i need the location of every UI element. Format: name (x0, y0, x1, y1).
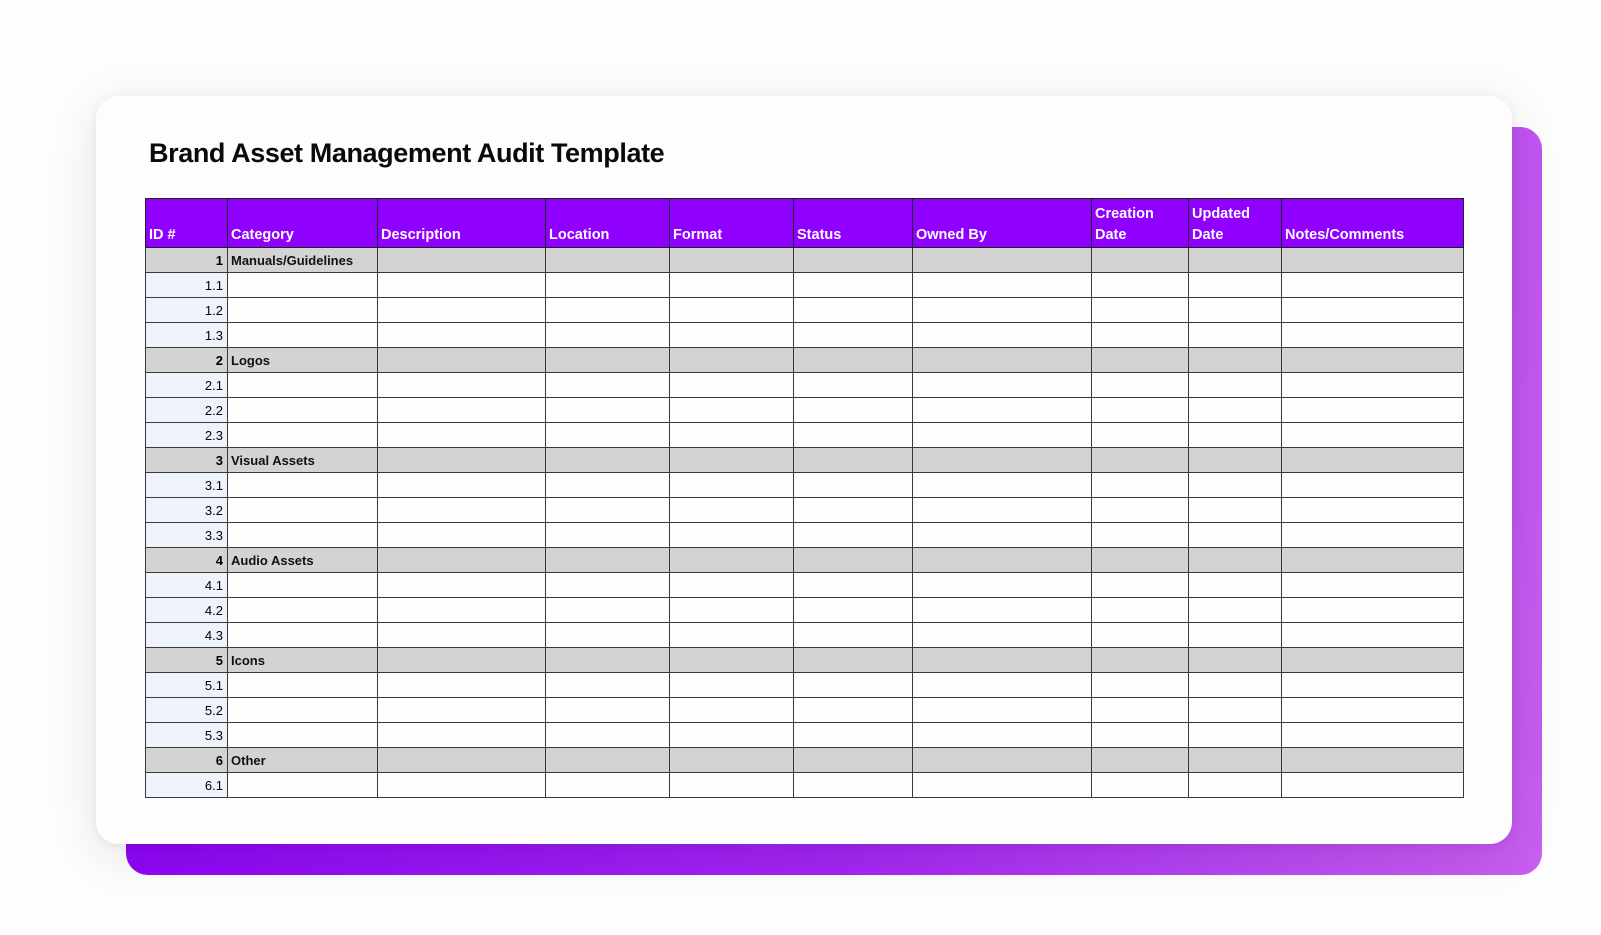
location-cell[interactable] (546, 573, 670, 598)
description-cell[interactable] (378, 448, 546, 473)
notes-cell[interactable] (1282, 473, 1464, 498)
description-cell[interactable] (378, 348, 546, 373)
creation-date-cell[interactable] (1092, 748, 1189, 773)
format-cell[interactable] (670, 348, 794, 373)
section-row (146, 248, 1464, 273)
updated-date-cell[interactable] (1189, 348, 1282, 373)
location-cell[interactable] (546, 598, 670, 623)
location-cell[interactable] (546, 298, 670, 323)
status-cell[interactable] (794, 423, 913, 448)
owned-by-cell[interactable] (913, 248, 1092, 273)
status-cell[interactable] (794, 598, 913, 623)
column-header-description[interactable]: Description (378, 199, 546, 248)
creation-date-cell[interactable] (1092, 248, 1189, 273)
column-header-category[interactable]: Category (228, 199, 378, 248)
location-cell[interactable] (546, 448, 670, 473)
id-cell[interactable]: 2.2 (146, 398, 228, 423)
location-cell[interactable] (546, 723, 670, 748)
id-cell[interactable]: 5 (146, 648, 228, 673)
updated-date-cell[interactable] (1189, 448, 1282, 473)
creation-date-cell[interactable] (1092, 423, 1189, 448)
location-cell[interactable] (546, 498, 670, 523)
creation-date-cell[interactable] (1092, 598, 1189, 623)
format-cell[interactable] (670, 248, 794, 273)
status-cell[interactable] (794, 773, 913, 798)
description-cell[interactable] (378, 248, 546, 273)
status-cell[interactable] (794, 573, 913, 598)
creation-date-cell[interactable] (1092, 523, 1189, 548)
owned-by-cell[interactable] (913, 298, 1092, 323)
owned-by-cell[interactable] (913, 573, 1092, 598)
owned-by-cell[interactable] (913, 423, 1092, 448)
location-cell[interactable] (546, 773, 670, 798)
notes-cell[interactable] (1282, 573, 1464, 598)
id-cell[interactable]: 2 (146, 348, 228, 373)
column-header-notes[interactable]: Notes/Comments (1282, 199, 1464, 248)
format-cell[interactable] (670, 748, 794, 773)
updated-date-cell[interactable] (1189, 498, 1282, 523)
status-cell[interactable] (794, 473, 913, 498)
notes-cell[interactable] (1282, 673, 1464, 698)
updated-date-cell[interactable] (1189, 723, 1282, 748)
status-cell[interactable] (794, 273, 913, 298)
notes-cell[interactable] (1282, 248, 1464, 273)
location-cell[interactable] (546, 348, 670, 373)
creation-date-cell[interactable] (1092, 348, 1189, 373)
description-cell[interactable] (378, 398, 546, 423)
owned-by-cell[interactable] (913, 723, 1092, 748)
notes-cell[interactable] (1282, 373, 1464, 398)
notes-cell[interactable] (1282, 773, 1464, 798)
format-cell[interactable] (670, 448, 794, 473)
notes-cell[interactable] (1282, 423, 1464, 448)
id-cell[interactable]: 2.3 (146, 423, 228, 448)
updated-date-cell[interactable] (1189, 598, 1282, 623)
notes-cell[interactable] (1282, 548, 1464, 573)
owned-by-cell[interactable] (913, 473, 1092, 498)
table-row (146, 698, 1464, 723)
table-row (146, 398, 1464, 423)
updated-date-cell[interactable] (1189, 648, 1282, 673)
location-cell[interactable] (546, 648, 670, 673)
description-cell[interactable] (378, 598, 546, 623)
category-cell[interactable] (228, 398, 378, 423)
owned-by-cell[interactable] (913, 548, 1092, 573)
description-cell[interactable] (378, 298, 546, 323)
format-cell[interactable] (670, 323, 794, 348)
category-cell[interactable] (228, 273, 378, 298)
table-row (146, 298, 1464, 323)
status-cell[interactable] (794, 298, 913, 323)
format-cell[interactable] (670, 423, 794, 448)
format-cell[interactable] (670, 273, 794, 298)
notes-cell[interactable] (1282, 323, 1464, 348)
updated-date-cell[interactable] (1189, 473, 1282, 498)
id-cell[interactable]: 4.3 (146, 623, 228, 648)
owned-by-cell[interactable] (913, 698, 1092, 723)
owned-by-cell[interactable] (913, 773, 1092, 798)
description-cell[interactable] (378, 323, 546, 348)
column-header-location[interactable]: Location (546, 199, 670, 248)
creation-date-cell[interactable] (1092, 648, 1189, 673)
category-cell[interactable] (228, 723, 378, 748)
creation-date-cell[interactable] (1092, 373, 1189, 398)
id-cell[interactable]: 4 (146, 548, 228, 573)
id-cell[interactable]: 1.3 (146, 323, 228, 348)
category-cell[interactable]: Icons (228, 648, 378, 673)
category-cell[interactable]: Logos (228, 348, 378, 373)
table-row (146, 473, 1464, 498)
notes-cell[interactable] (1282, 498, 1464, 523)
location-cell[interactable] (546, 748, 670, 773)
creation-date-cell[interactable] (1092, 448, 1189, 473)
updated-date-cell[interactable] (1189, 573, 1282, 598)
description-cell[interactable] (378, 423, 546, 448)
id-cell[interactable]: 3 (146, 448, 228, 473)
category-cell[interactable] (228, 473, 378, 498)
description-cell[interactable] (378, 748, 546, 773)
table-row (146, 673, 1464, 698)
location-cell[interactable] (546, 473, 670, 498)
table-row (146, 273, 1464, 298)
table-row (146, 423, 1464, 448)
notes-cell[interactable] (1282, 298, 1464, 323)
updated-date-cell[interactable] (1189, 748, 1282, 773)
notes-cell[interactable] (1282, 598, 1464, 623)
description-cell[interactable] (378, 723, 546, 748)
owned-by-cell[interactable] (913, 598, 1092, 623)
description-cell[interactable] (378, 698, 546, 723)
location-cell[interactable] (546, 248, 670, 273)
owned-by-cell[interactable] (913, 273, 1092, 298)
table-body (146, 248, 1464, 798)
location-cell[interactable] (546, 273, 670, 298)
owned-by-cell[interactable] (913, 648, 1092, 673)
updated-date-cell[interactable] (1189, 673, 1282, 698)
status-cell[interactable] (794, 523, 913, 548)
id-cell[interactable]: 4.2 (146, 598, 228, 623)
owned-by-cell[interactable] (913, 498, 1092, 523)
id-cell[interactable]: 6.1 (146, 773, 228, 798)
updated-date-cell[interactable] (1189, 398, 1282, 423)
status-cell[interactable] (794, 623, 913, 648)
status-cell[interactable] (794, 373, 913, 398)
updated-date-cell[interactable] (1189, 373, 1282, 398)
category-cell[interactable] (228, 698, 378, 723)
category-cell[interactable] (228, 423, 378, 448)
owned-by-cell[interactable] (913, 748, 1092, 773)
id-cell[interactable]: 5.3 (146, 723, 228, 748)
table-row (146, 498, 1464, 523)
status-cell[interactable] (794, 323, 913, 348)
owned-by-cell[interactable] (913, 448, 1092, 473)
notes-cell[interactable] (1282, 723, 1464, 748)
format-cell[interactable] (670, 373, 794, 398)
table-row (146, 323, 1464, 348)
table-row (146, 573, 1464, 598)
updated-date-cell[interactable] (1189, 273, 1282, 298)
table-row (146, 523, 1464, 548)
owned-by-cell[interactable] (913, 398, 1092, 423)
location-cell[interactable] (546, 623, 670, 648)
format-cell[interactable] (670, 523, 794, 548)
page-title: Brand Asset Management Audit Template (149, 138, 665, 168)
updated-date-cell[interactable] (1189, 698, 1282, 723)
owned-by-cell[interactable] (913, 348, 1092, 373)
status-cell[interactable] (794, 698, 913, 723)
notes-cell[interactable] (1282, 623, 1464, 648)
column-header-id[interactable]: ID # (146, 199, 228, 248)
format-cell[interactable] (670, 673, 794, 698)
format-cell[interactable] (670, 298, 794, 323)
location-cell[interactable] (546, 398, 670, 423)
section-row (146, 548, 1464, 573)
description-cell[interactable] (378, 373, 546, 398)
creation-date-cell[interactable] (1092, 623, 1189, 648)
table-row (146, 598, 1464, 623)
description-cell[interactable] (378, 773, 546, 798)
header-row (146, 199, 1464, 248)
description-cell[interactable] (378, 623, 546, 648)
category-cell[interactable] (228, 323, 378, 348)
section-row (146, 748, 1464, 773)
creation-date-cell[interactable] (1092, 498, 1189, 523)
category-cell[interactable]: Audio Assets (228, 548, 378, 573)
description-cell[interactable] (378, 548, 546, 573)
creation-date-cell[interactable] (1092, 773, 1189, 798)
status-cell[interactable] (794, 673, 913, 698)
category-cell[interactable] (228, 298, 378, 323)
id-cell[interactable]: 6 (146, 748, 228, 773)
category-cell[interactable] (228, 673, 378, 698)
category-cell[interactable] (228, 773, 378, 798)
column-header-updated-date[interactable]: Updated Date (1189, 199, 1282, 248)
creation-date-cell[interactable] (1092, 573, 1189, 598)
updated-date-cell[interactable] (1189, 773, 1282, 798)
creation-date-cell[interactable] (1092, 298, 1189, 323)
owned-by-cell[interactable] (913, 523, 1092, 548)
creation-date-cell[interactable] (1092, 473, 1189, 498)
table-row (146, 373, 1464, 398)
location-cell[interactable] (546, 323, 670, 348)
format-cell[interactable] (670, 598, 794, 623)
description-cell[interactable] (378, 673, 546, 698)
status-cell[interactable] (794, 648, 913, 673)
creation-date-cell[interactable] (1092, 323, 1189, 348)
id-cell[interactable]: 2.1 (146, 373, 228, 398)
creation-date-cell[interactable] (1092, 398, 1189, 423)
updated-date-cell[interactable] (1189, 248, 1282, 273)
column-header-status[interactable]: Status (794, 199, 913, 248)
location-cell[interactable] (546, 548, 670, 573)
column-header-creation-date[interactable]: Creation Date (1092, 199, 1189, 248)
id-cell[interactable]: 5.2 (146, 698, 228, 723)
table-row (146, 623, 1464, 648)
category-cell[interactable] (228, 573, 378, 598)
category-cell[interactable] (228, 598, 378, 623)
id-cell[interactable]: 3.2 (146, 498, 228, 523)
status-cell[interactable] (794, 548, 913, 573)
format-cell[interactable] (670, 573, 794, 598)
format-cell[interactable] (670, 473, 794, 498)
updated-date-cell[interactable] (1189, 323, 1282, 348)
location-cell[interactable] (546, 698, 670, 723)
table-row (146, 723, 1464, 748)
notes-cell[interactable] (1282, 398, 1464, 423)
owned-by-cell[interactable] (913, 673, 1092, 698)
format-cell[interactable] (670, 548, 794, 573)
owned-by-cell[interactable] (913, 323, 1092, 348)
status-cell[interactable] (794, 348, 913, 373)
category-cell[interactable]: Manuals/Guidelines (228, 248, 378, 273)
description-cell[interactable] (378, 273, 546, 298)
location-cell[interactable] (546, 373, 670, 398)
category-cell[interactable]: Other (228, 748, 378, 773)
notes-cell[interactable] (1282, 273, 1464, 298)
creation-date-cell[interactable] (1092, 673, 1189, 698)
owned-by-cell[interactable] (913, 373, 1092, 398)
status-cell[interactable] (794, 748, 913, 773)
format-cell[interactable] (670, 498, 794, 523)
creation-date-cell[interactable] (1092, 723, 1189, 748)
location-cell[interactable] (546, 673, 670, 698)
description-cell[interactable] (378, 473, 546, 498)
notes-cell[interactable] (1282, 698, 1464, 723)
updated-date-cell[interactable] (1189, 623, 1282, 648)
category-cell[interactable]: Visual Assets (228, 448, 378, 473)
format-cell[interactable] (670, 623, 794, 648)
id-cell[interactable]: 5.1 (146, 673, 228, 698)
status-cell[interactable] (794, 498, 913, 523)
id-cell[interactable]: 1.2 (146, 298, 228, 323)
notes-cell[interactable] (1282, 748, 1464, 773)
updated-date-cell[interactable] (1189, 423, 1282, 448)
section-row (146, 648, 1464, 673)
category-cell[interactable] (228, 373, 378, 398)
location-cell[interactable] (546, 523, 670, 548)
notes-cell[interactable] (1282, 448, 1464, 473)
notes-cell[interactable] (1282, 348, 1464, 373)
id-cell[interactable]: 3.1 (146, 473, 228, 498)
category-cell[interactable] (228, 623, 378, 648)
id-cell[interactable]: 1 (146, 248, 228, 273)
creation-date-cell[interactable] (1092, 548, 1189, 573)
location-cell[interactable] (546, 423, 670, 448)
section-row (146, 348, 1464, 373)
status-cell[interactable] (794, 248, 913, 273)
description-cell[interactable] (378, 498, 546, 523)
audit-table (145, 198, 1464, 798)
id-cell[interactable]: 4.1 (146, 573, 228, 598)
format-cell[interactable] (670, 698, 794, 723)
status-cell[interactable] (794, 723, 913, 748)
status-cell[interactable] (794, 448, 913, 473)
column-header-owned-by[interactable]: Owned By (913, 199, 1092, 248)
description-cell[interactable] (378, 523, 546, 548)
column-header-format[interactable]: Format (670, 199, 794, 248)
table-row (146, 773, 1464, 798)
format-cell[interactable] (670, 723, 794, 748)
format-cell[interactable] (670, 648, 794, 673)
notes-cell[interactable] (1282, 523, 1464, 548)
id-cell[interactable]: 1.1 (146, 273, 228, 298)
category-cell[interactable] (228, 498, 378, 523)
description-cell[interactable] (378, 648, 546, 673)
creation-date-cell[interactable] (1092, 698, 1189, 723)
updated-date-cell[interactable] (1189, 523, 1282, 548)
updated-date-cell[interactable] (1189, 548, 1282, 573)
format-cell[interactable] (670, 398, 794, 423)
creation-date-cell[interactable] (1092, 273, 1189, 298)
status-cell[interactable] (794, 398, 913, 423)
id-cell[interactable]: 3.3 (146, 523, 228, 548)
format-cell[interactable] (670, 773, 794, 798)
category-cell[interactable] (228, 523, 378, 548)
section-row (146, 448, 1464, 473)
description-cell[interactable] (378, 573, 546, 598)
owned-by-cell[interactable] (913, 623, 1092, 648)
updated-date-cell[interactable] (1189, 298, 1282, 323)
notes-cell[interactable] (1282, 648, 1464, 673)
